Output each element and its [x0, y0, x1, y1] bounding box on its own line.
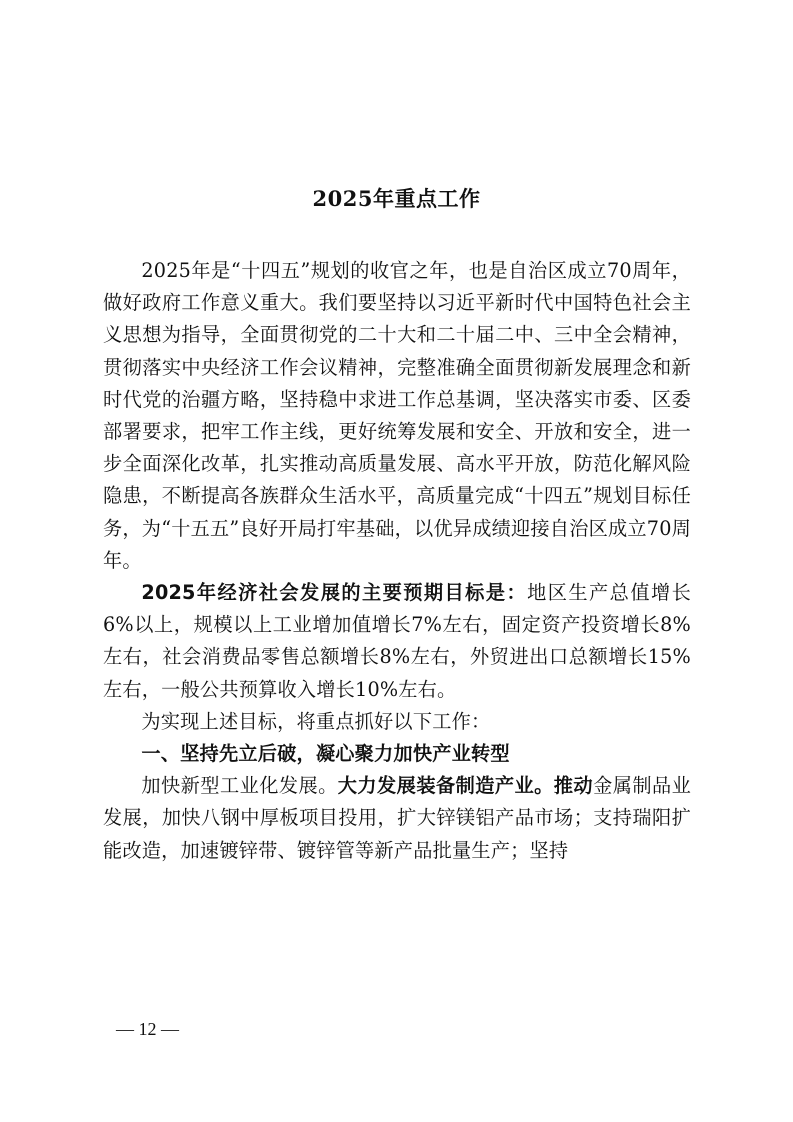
document-body	[103, 255, 691, 867]
industry-text: 金属制品业发展，加快八钢中厚板项目投用，扩大锌镁铝产品市场；支持瑞阳扩能改造，加速镀锌带、镀锌管等新产品批量生产；坚持	[103, 774, 691, 862]
paragraph-intro: 2025年是“十四五”规划的收官之年，也是自治区成立70周年，做好政府工作意义重大。我们要坚持以习近平新时代中国特色社会主义思想为指导，全面贯彻党的二十大和二十届二中、三中全会精神，贯彻落实中央经济工作会议精神，完整准确全面贯彻新发展理念和新时代党的治疆方略，坚持稳中求进工作总基调，坚决落实市委、区委部署要求，把牢工作主线，更好统筹发展和安全、开放和安全，进一步全面深化改革，扎实推动高质量发展、高水平开放，防范化解风险隐患，不断提高各族群众生活水平，高质量完成“十四五”规划目标任务，为“十五五”良好开局打牢基础，以优异成绩迎接自治区成立70周年。	[103, 259, 691, 572]
targets-lead: 2025年经济社会发展的主要预期目标是：	[141, 581, 528, 605]
industry-lead: 加快新型工业化发展。	[141, 774, 338, 798]
paragraph-industry	[103, 770, 691, 867]
industry-promote: 推动	[553, 774, 594, 798]
targets-text: 地区生产总值增长6%以上，规模以上工业增加值增长7%左右，固定资产投资增长8%左右，社会消费品零售总额增长8%左右，外贸进出口总额增长15%左右，一般公共预算收入增长10%左右。	[103, 581, 691, 701]
paragraph-targets	[103, 577, 691, 706]
page-number: — 12 —	[116, 1019, 179, 1039]
paragraph-transition: 为实现上述目标，将重点抓好以下工作：	[141, 709, 491, 733]
industry-equipment: 大力发展装备制造产业。	[337, 774, 554, 798]
page-title: 2025年重点工作	[312, 186, 481, 211]
section-heading-1: 一、坚持先立后破，凝心聚力加快产业转型	[141, 742, 510, 766]
